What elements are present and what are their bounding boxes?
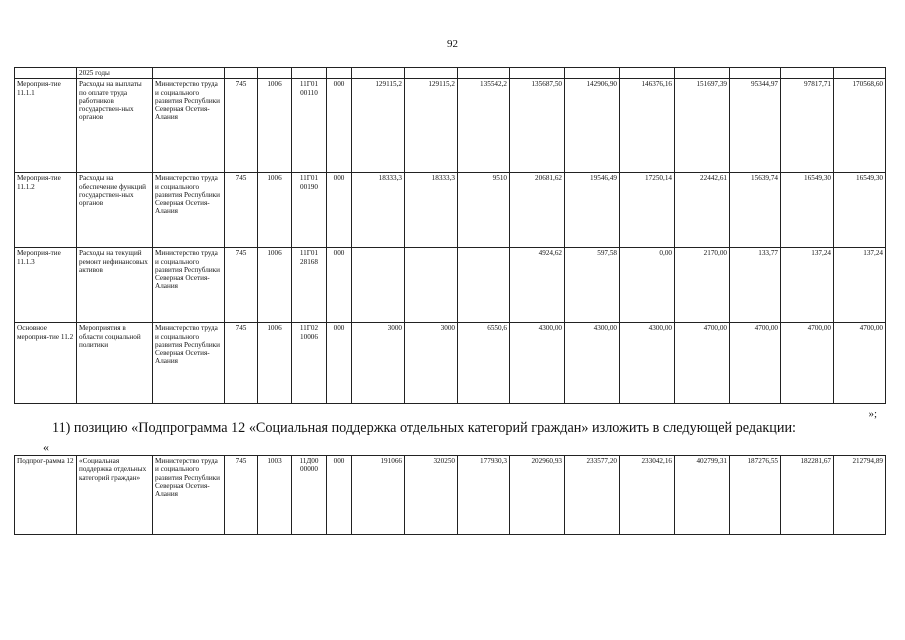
value-cell: 133,77: [730, 248, 781, 323]
value-cell: 4924,62: [510, 248, 565, 323]
budget-table-top: [14, 67, 886, 404]
value-cell: 146376,16: [620, 79, 675, 173]
row-code: Мероприя-тие 11.1.1: [15, 79, 77, 173]
value-cell: 15639,74: [730, 173, 781, 248]
value-cell: 129115,2: [352, 79, 405, 173]
row-description: Расходы на выплаты по оплате труда работников государствен-ных органов: [77, 79, 153, 173]
value-cell: [352, 248, 405, 323]
value-cell: 137,24: [834, 248, 886, 323]
amendment-instruction: 11) позицию «Подпрограмма 12 «Социальная поддержка отдельных категорий граждан» изложить в следующей редакции:: [52, 420, 796, 436]
target-article-code: 11Г01 00110: [292, 79, 327, 173]
value-cell: 129115,2: [405, 79, 458, 173]
value-cell: 3000: [405, 323, 458, 404]
value-cell: 135542,2: [458, 79, 510, 173]
value-cell: 2170,00: [675, 248, 730, 323]
value-cell: 233042,16: [620, 456, 675, 535]
value-cell: 20681,62: [510, 173, 565, 248]
row-executor: Министерство труда и социального развития Республики Северная Осетия-Алания: [153, 79, 225, 173]
target-article-code: 11Д00 00000: [292, 456, 327, 535]
value-cell: 19546,49: [565, 173, 620, 248]
row-code: Подпрог-рамма 12: [15, 456, 77, 535]
value-cell: 16549,30: [834, 173, 886, 248]
row-executor: Министерство труда и социального развития Республики Северная Осетия-Алания: [153, 248, 225, 323]
value-cell: 4300,00: [620, 323, 675, 404]
value-cell: 135687,50: [510, 79, 565, 173]
target-article-code: 11Г01 00190: [292, 173, 327, 248]
value-cell: 22442,61: [675, 173, 730, 248]
row-executor: Министерство труда и социального развития Республики Северная Осетия-Алания: [153, 456, 225, 535]
section-code: 1006: [258, 79, 292, 173]
value-cell: 137,24: [781, 248, 834, 323]
value-cell: 97817,71: [781, 79, 834, 173]
header-fragment: 2025 годы: [77, 68, 153, 79]
value-cell: 4300,00: [510, 323, 565, 404]
value-cell: 18333,3: [405, 173, 458, 248]
value-cell: [458, 248, 510, 323]
section-code: 1006: [258, 323, 292, 404]
budget-table-bottom: [14, 455, 886, 535]
value-cell: 18333,3: [352, 173, 405, 248]
table-row: [15, 248, 886, 323]
table-row: [15, 173, 886, 248]
value-cell: 191066: [352, 456, 405, 535]
section-code: 1006: [258, 248, 292, 323]
opening-quote: «: [43, 440, 49, 454]
value-cell: 4700,00: [834, 323, 886, 404]
value-cell: 202960,93: [510, 456, 565, 535]
expense-type-code: 000: [327, 79, 352, 173]
value-cell: 320250: [405, 456, 458, 535]
value-cell: 182281,67: [781, 456, 834, 535]
value-cell: 95344,97: [730, 79, 781, 173]
table-row: [15, 79, 886, 173]
value-cell: 3000: [352, 323, 405, 404]
value-cell: 233577,20: [565, 456, 620, 535]
grbs-code: 745: [225, 173, 258, 248]
value-cell: 0,00: [620, 248, 675, 323]
value-cell: 4300,00: [565, 323, 620, 404]
grbs-code: 745: [225, 456, 258, 535]
value-cell: 17250,14: [620, 173, 675, 248]
page-number: 92: [447, 38, 458, 50]
value-cell: 16549,30: [781, 173, 834, 248]
value-cell: 151697,39: [675, 79, 730, 173]
expense-type-code: 000: [327, 173, 352, 248]
expense-type-code: 000: [327, 248, 352, 323]
grbs-code: 745: [225, 79, 258, 173]
value-cell: 212794,89: [834, 456, 886, 535]
row-description: Мероприятия в области социальной политики: [77, 323, 153, 404]
expense-type-code: 000: [327, 456, 352, 535]
row-code: Мероприя-тие 11.1.2: [15, 173, 77, 248]
value-cell: 187276,55: [730, 456, 781, 535]
grbs-code: 745: [225, 323, 258, 404]
row-executor: Министерство труда и социального развития Республики Северная Осетия-Алания: [153, 323, 225, 404]
section-code: 1003: [258, 456, 292, 535]
value-cell: [405, 248, 458, 323]
table-header-fragment-row: [15, 68, 886, 79]
value-cell: 597,58: [565, 248, 620, 323]
section-code: 1006: [258, 173, 292, 248]
row-description: Расходы на обеспечение функций государствен-ных органов: [77, 173, 153, 248]
expense-type-code: 000: [327, 323, 352, 404]
row-executor: Министерство труда и социального развития Республики Северная Осетия-Алания: [153, 173, 225, 248]
value-cell: 4700,00: [675, 323, 730, 404]
value-cell: 170568,60: [834, 79, 886, 173]
row-code: Мероприя-тие 11.1.3: [15, 248, 77, 323]
table-row: [15, 456, 886, 535]
row-description: «Социальная поддержка отдельных категорий граждан»: [77, 456, 153, 535]
value-cell: 142906,90: [565, 79, 620, 173]
row-description: Расходы на текущий ремонт нефинансовых активов: [77, 248, 153, 323]
value-cell: 177930,3: [458, 456, 510, 535]
target-article-code: 11Г01 28168: [292, 248, 327, 323]
closing-quote: »;: [868, 408, 877, 420]
grbs-code: 745: [225, 248, 258, 323]
value-cell: 4700,00: [730, 323, 781, 404]
table-row: [15, 323, 886, 404]
value-cell: 4700,00: [781, 323, 834, 404]
value-cell: 9510: [458, 173, 510, 248]
row-code: Основное мероприя-тие 11.2: [15, 323, 77, 404]
value-cell: 6550,6: [458, 323, 510, 404]
target-article-code: 11Г02 10006: [292, 323, 327, 404]
value-cell: 402799,31: [675, 456, 730, 535]
